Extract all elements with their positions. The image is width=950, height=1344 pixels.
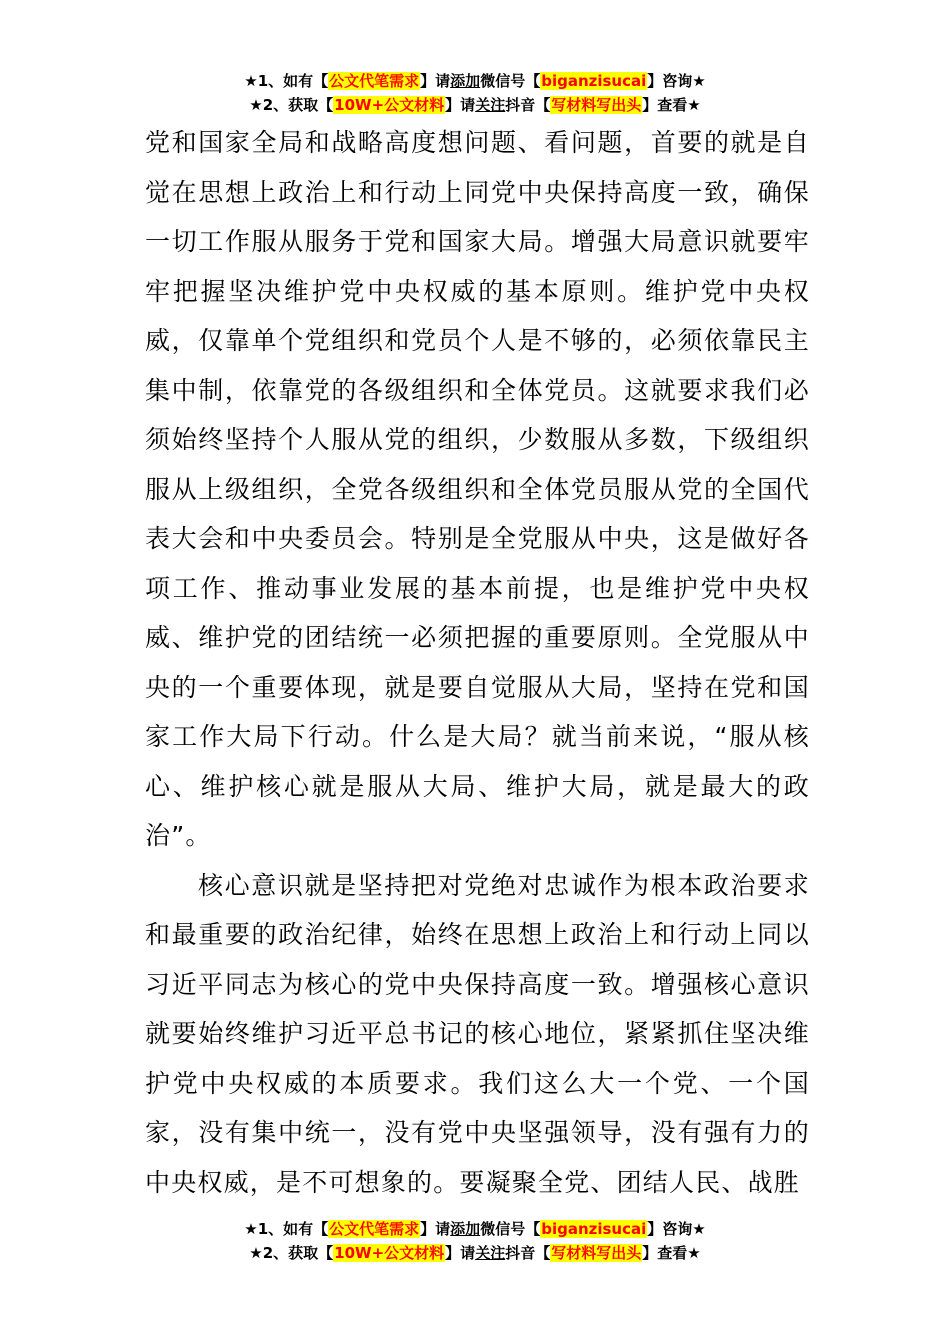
banner-line-1: ★1、如有【公文代笔需求】请添加微信号【biganzisucai】咨询★ xyxy=(244,72,706,90)
star-icon: ★ xyxy=(249,96,263,114)
star-icon: ★ xyxy=(244,1220,258,1238)
paragraph-2: 核心意识就是坚持把对党绝对忠诚作为根本政治要求和最重要的政治纪律，始终在思想上政治上和行动上同以习近平同志为核心的党中央保持高度一致。增强核心意识就要始终维护习近平总书记的核心地位，紧紧抓住坚决维护党中央权威的本质要求。我们这么大一个党、一个国家，没有集中统一，没有党中央坚强领导，没有强有力的中央权威，是不可想象的。要凝聚全党、团结人民、战胜 xyxy=(145,870,810,1197)
star-icon: ★ xyxy=(244,72,258,90)
highlight-wechat-id: biganzisucai xyxy=(541,72,647,90)
star-icon: ★ xyxy=(692,1220,706,1238)
footer-banner xyxy=(0,1218,950,1266)
highlight-douyin: 写材料写出头 xyxy=(551,1244,642,1262)
highlight-douyin: 写材料写出头 xyxy=(551,96,642,114)
banner-line-2: ★2、获取【10W+公文材料】请关注抖音【写材料写出头】查看★ xyxy=(249,96,701,114)
header-banner xyxy=(0,70,950,118)
banner-line-1: ★1、如有【公文代笔需求】请添加微信号【biganzisucai】咨询★ xyxy=(244,1220,706,1238)
star-icon: ★ xyxy=(687,96,701,114)
highlight-materials: 10W+公文材料 xyxy=(334,1244,445,1262)
star-icon: ★ xyxy=(249,1244,263,1262)
highlight-service: 公文代笔需求 xyxy=(329,72,420,90)
star-icon: ★ xyxy=(692,72,706,90)
document-body xyxy=(145,118,810,1207)
star-icon: ★ xyxy=(687,1244,701,1262)
highlight-wechat-id: biganzisucai xyxy=(541,1220,647,1238)
banner-line-2: ★2、获取【10W+公文材料】请关注抖音【写材料写出头】查看★ xyxy=(249,1244,701,1262)
highlight-service: 公文代笔需求 xyxy=(329,1220,420,1238)
highlight-materials: 10W+公文材料 xyxy=(334,96,445,114)
paragraph-1: 党和国家全局和战略高度想问题、看问题，首要的就是自觉在思想上政治上和行动上同党中央保持高度一致，确保一切工作服从服务于党和国家大局。增强大局意识就要牢牢把握坚决维护党中央权威的基本原则。维护党中央权威，仅靠单个党组织和党员个人是不够的，必须依靠民主集中制，依靠党的各级组织和全体党员。这就要求我们必须始终坚持个人服从党的组织，少数服从多数，下级组织服从上级组织，全党各级组织和全体党员服从党的全国代表大会和中央委员会。特别是全党服从中央，这是做好各项工作、推动事业发展的基本前提，也是维护党中央权威、维护党的团结统一必须把握的重要原则。全党服从中央的一个重要体现，就是要自觉服从大局，坚持在党和国家工作大局下行动。什么是大局？就当前来说，“服从核心、维护核心就是服从大局、维护大局，就是最大的政治”。 xyxy=(145,128,810,850)
